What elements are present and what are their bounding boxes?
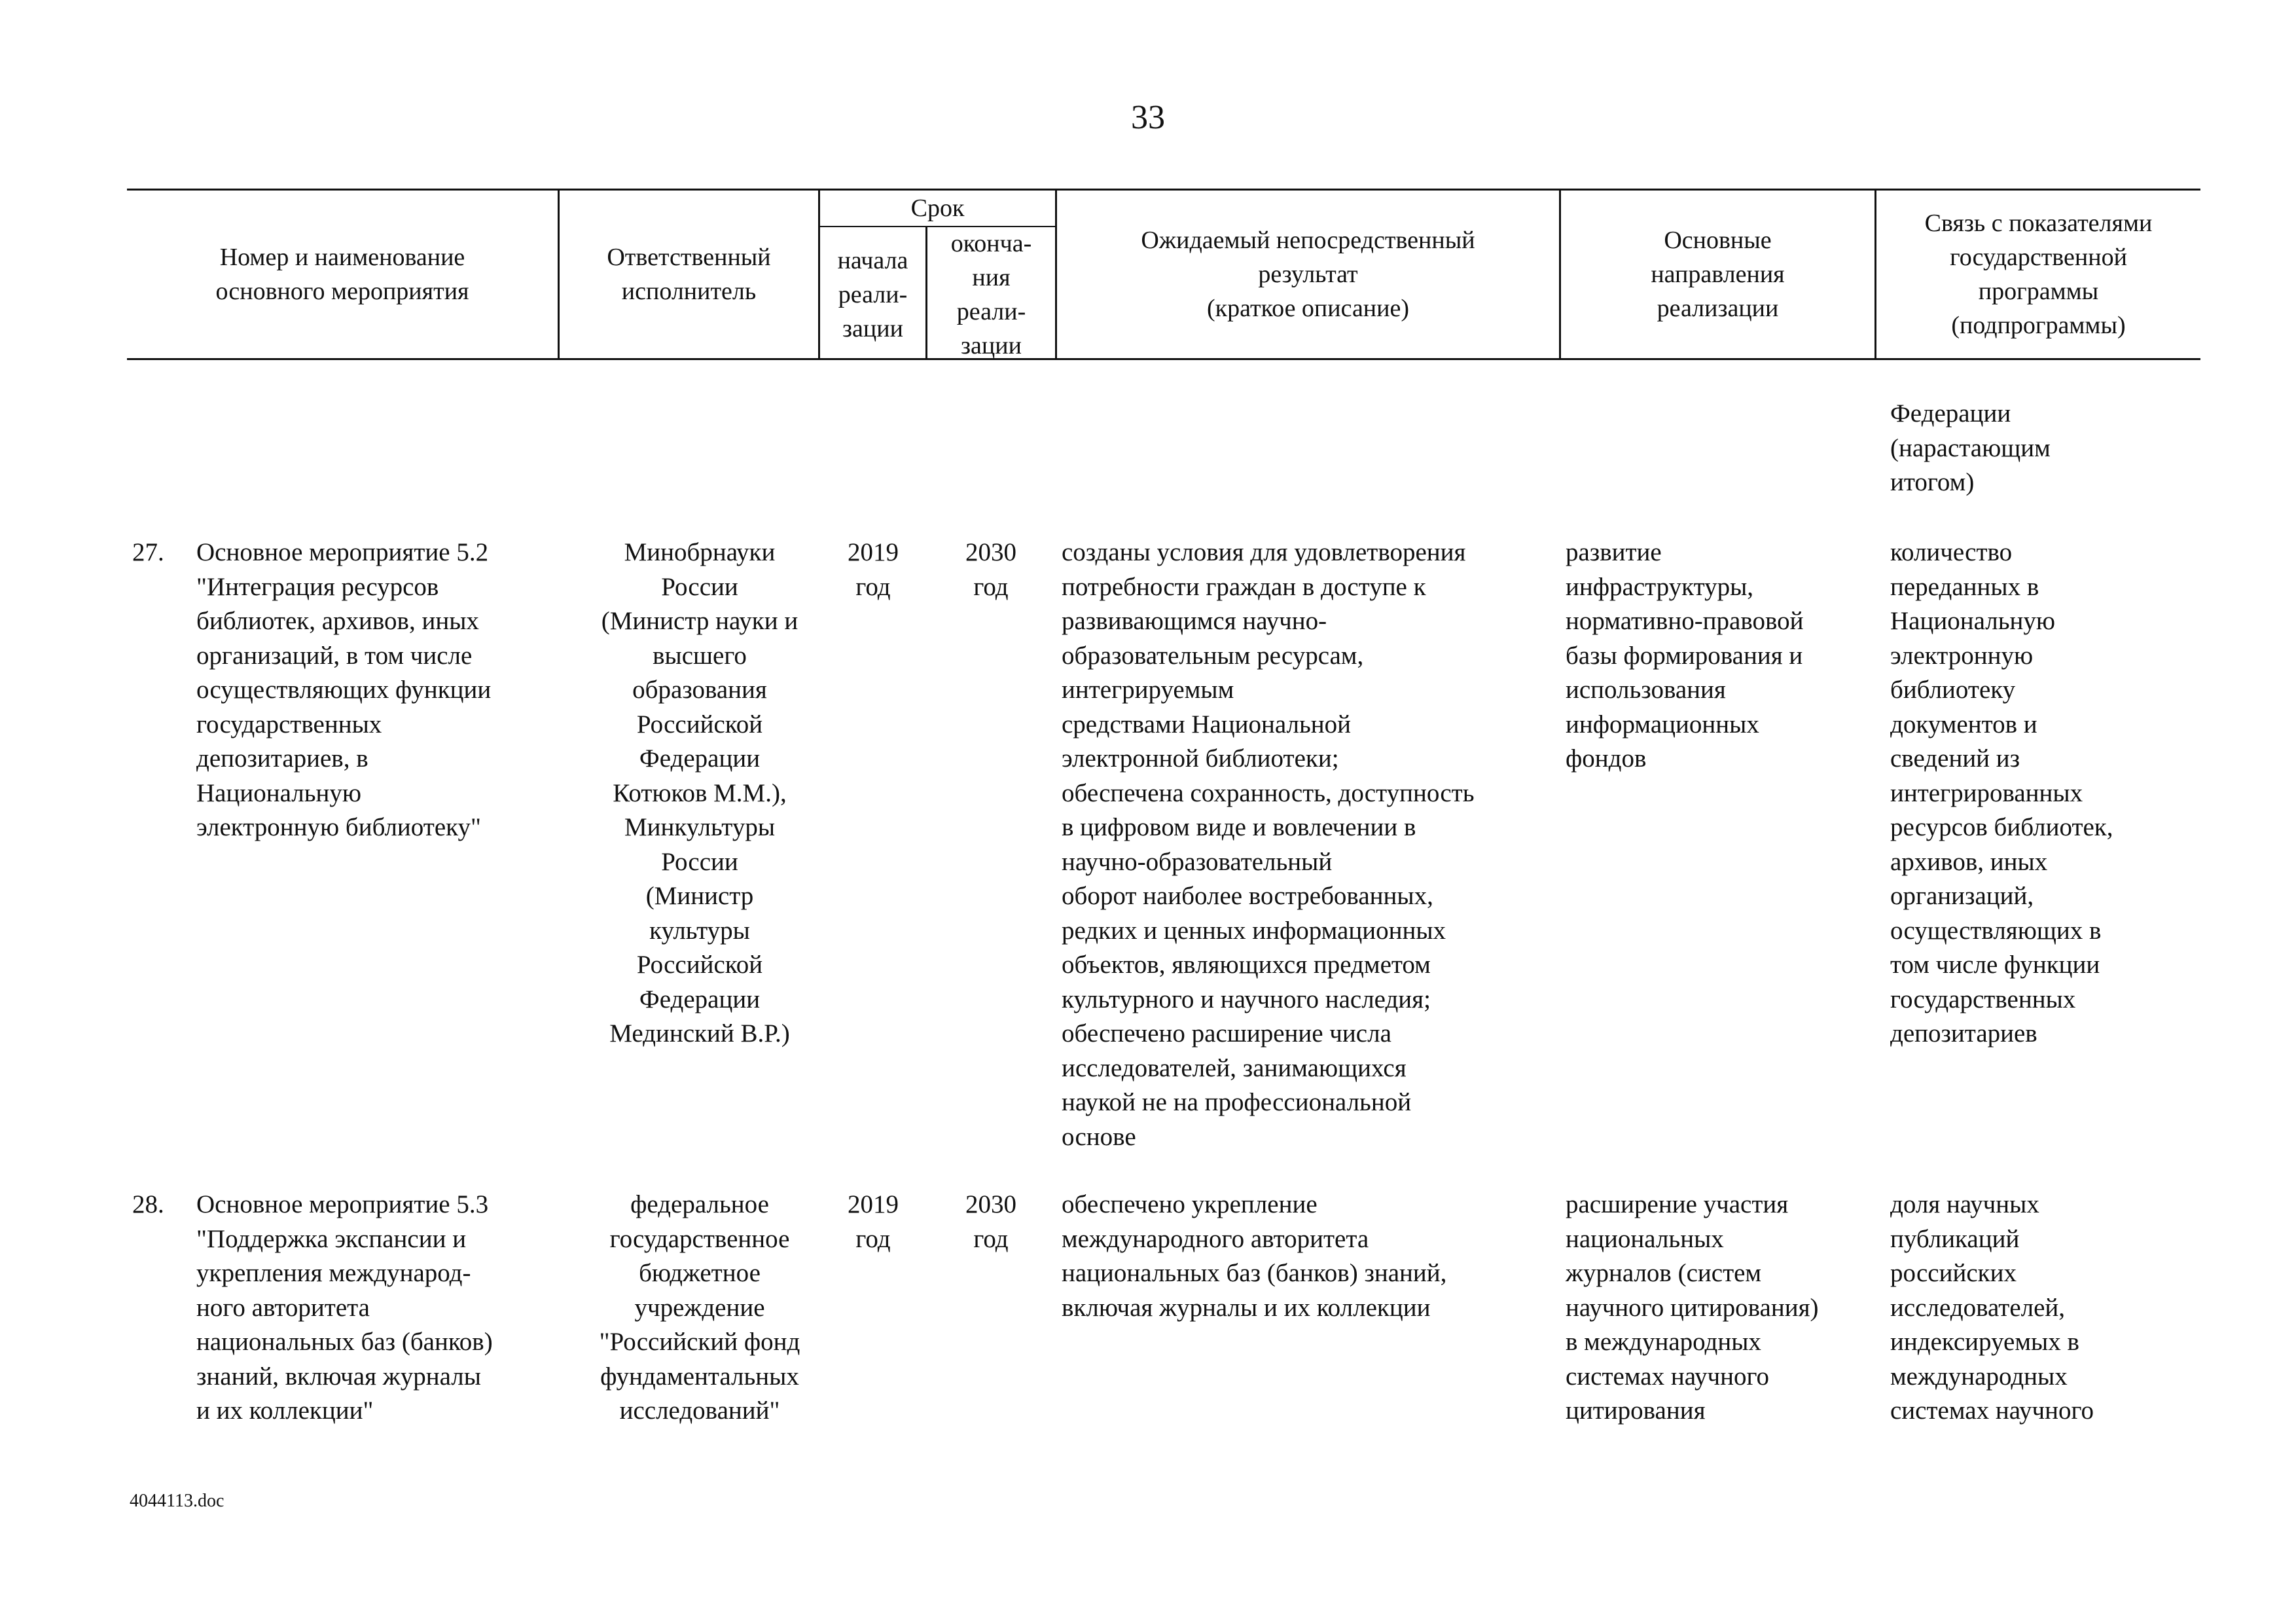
row-result: обеспечено укрепление международного авторитета национальных баз (банков) знаний, включая журналы и их коллекции [1062,1190,1447,1322]
row-name: Основное мероприятие 5.2 "Интеграция ресурсов библиотек, архивов, иных организаций, в том числе осуществляющих функции государственных депозитариев, в Национальную электронную библиотеку" [196,538,492,841]
row-result: созданы условия для удовлетворения потребности граждан в доступе к развивающимся научно- образовательным ресурсам, интегрируемым средствами Национальной электронной библиотеки; обеспечена сохранность, доступность в цифровом виде и вовлечении в научно-образовательный оборот наиболее востребованных, редких и ценных информационных объектов, являющихся предметом культурного и научного наследия; обеспечено расширение числа исследователей, занимающихся наукой не на профессиональной основе [1062,538,1475,1151]
table-header [127,189,2200,360]
file-reference: 4044113.doc [130,1491,224,1511]
row-end: 2030 год [965,1190,1016,1253]
header-result: Ожидаемый непосредственный результат (краткое описание) [1141,227,1475,322]
continuation-link: Федерации (нарастающим итогом) [1890,399,2051,496]
row-executor: федеральное государственное бюджетное учреждение "Российский фонд фундаментальных исследований" [599,1190,800,1425]
header-term: Срок [910,194,965,222]
header-link: Связь с показателями государственной программы (подпрограммы) [1924,210,2153,339]
header-directions: Основные направления реализации [1651,227,1785,322]
row-link: количество переданных в Национальную электронную библиотеку документов и сведений из интегрированных ресурсов библиотек, архивов, иных организаций, осуществляющих в том числе функции государственных депозитариев [1890,538,2113,1048]
row-number: 28. [132,1190,164,1218]
header-executor: Ответственный исполнитель [607,244,771,305]
row-link: доля научных публикаций российских исследователей, индексируемых в международных системах научного [1890,1190,2094,1425]
row-directions: развитие инфраструктуры, нормативно-правовой базы формирования и использования информационных фондов [1566,538,1804,773]
row-start: 2019 год [848,538,899,601]
row-executor: Минобрнауки России (Министр науки и высшего образования Российской Федерации Котюков М.М.), Минкультуры России (Министр культуры Российской Федерации Мединский В.Р.) [601,538,798,1048]
row-name: Основное мероприятие 5.3 "Поддержка экспансии и укрепления международ- ного авторитета национальных баз (банков) знаний, включая журналы и их коллекции" [196,1190,493,1425]
header-end: оконча- ния реали- зации [950,230,1032,359]
header-name: Номер и наименование основного мероприятия [215,244,469,305]
row-number: 27. [132,538,164,566]
row-end: 2030 год [965,538,1016,601]
header-start: начала реали- зации [837,247,908,342]
row-directions: расширение участия национальных журналов (систем научного цитирования) в международных системах научного цитирования [1566,1190,1819,1425]
row-start: 2019 год [848,1190,899,1253]
page-number: 33 [1131,99,1165,136]
